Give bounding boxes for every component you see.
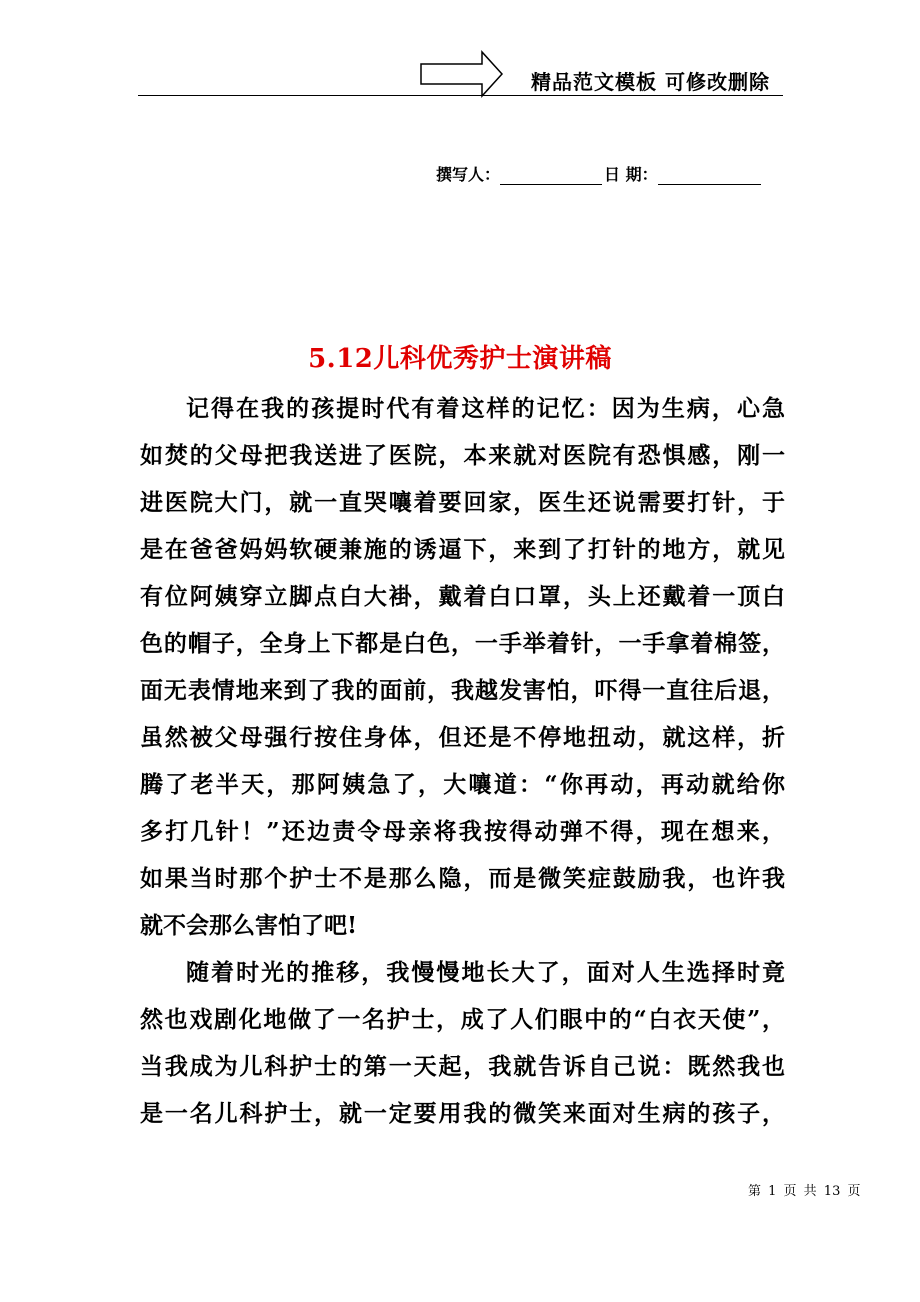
paragraph-line: 记得在我的孩提时代有着这样的记忆：因为生病，心急 <box>186 395 785 422</box>
author-blank-field <box>500 166 602 185</box>
paragraph-line: 如果当时那个护士不是那么隐，而是微笑症鼓励我，也许我 <box>140 865 785 892</box>
paragraph-line: 有位阿姨穿立脚点白大褂，戴着白口罩，头上还戴着一顶白 <box>140 583 785 610</box>
header-banner-text: 精品范文模板 可修改删除 <box>531 70 770 94</box>
paragraph-line: 就不会那么害怕了吧! <box>140 912 358 939</box>
paragraph-line: 进医院大门，就一直哭嚷着要回家，医生还说需要打针，于 <box>140 489 785 516</box>
paragraph-line: 然也戏剧化地做了一名护士，成了人们眼中的“白衣天使”， <box>140 1006 785 1033</box>
paragraph-line: 多打几针！”还边责令母亲将我按得动弹不得，现在想来， <box>140 818 785 845</box>
author-date-line <box>436 162 761 185</box>
paragraph-line: 是一名儿科护士，就一定要用我的微笑来面对生病的孩子， <box>140 1100 785 1127</box>
document-body <box>140 385 785 1137</box>
paragraph-line: 面无表情地来到了我的面前，我越发害怕，吓得一直往后退， <box>140 677 785 704</box>
paragraph-line: 是在爸爸妈妈软硬兼施的诱逼下，来到了打针的地方，就见 <box>140 536 785 563</box>
paragraph-line: 随着时光的推移，我慢慢地长大了，面对人生选择时竟 <box>186 959 785 986</box>
paragraph-line: 当我成为儿科护士的第一天起，我就告诉自己说：既然我也 <box>140 1053 785 1080</box>
date-blank-field <box>658 166 761 185</box>
paragraph-line: 色的帽子，全身上下都是白色，一手举着针，一手拿着棉签， <box>140 630 785 657</box>
paragraph-line: 虽然被父母强行按住身体，但还是不停地扭动，就这样，折 <box>140 724 785 751</box>
paragraph-line: 如焚的父母把我送进了医院，本来就对医院有恐惧感，刚一 <box>140 442 785 469</box>
author-label: 撰写人： <box>436 165 501 184</box>
page-indicator: 第 1 页 共 13 页 <box>748 1184 861 1199</box>
right-arrow-outline-icon <box>420 50 504 98</box>
paragraph-line: 腾了老半天，那阿姨急了，大嚷道：“你再动，再动就给你 <box>140 771 785 798</box>
document-title: 5.12儿科优秀护士演讲稿 <box>308 344 612 374</box>
header-divider <box>138 95 783 96</box>
date-label: 日 期： <box>604 165 658 184</box>
